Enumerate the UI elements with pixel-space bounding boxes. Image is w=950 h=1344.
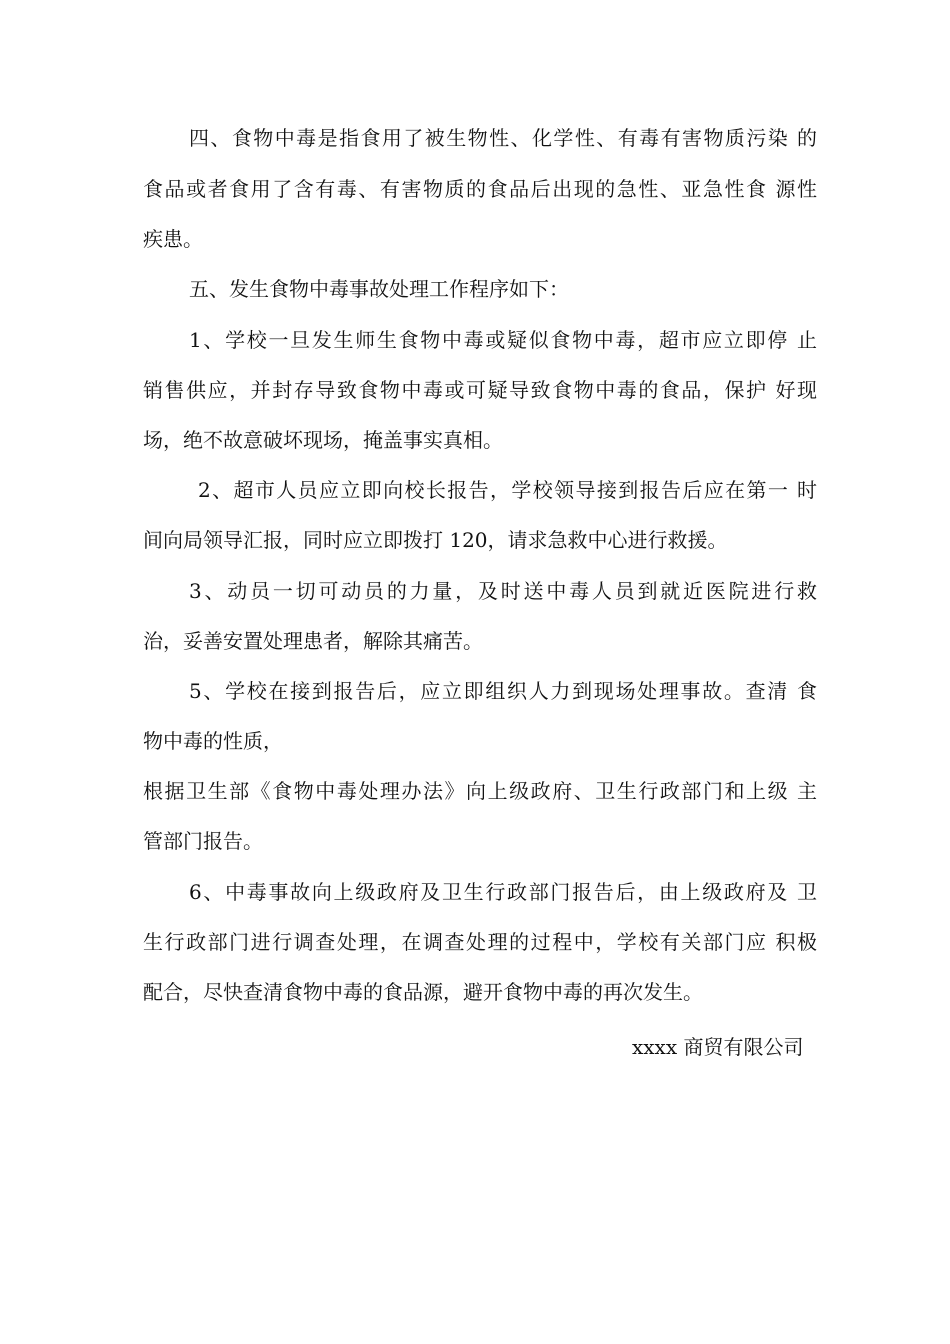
text-line: 销售供应，并封存导致食物中毒或可疑导致食物中毒的食品，保护 好现 — [143, 378, 817, 402]
text-line: 四、食物中毒是指食用了被生物性、化学性、有毒有害物质污染 的 — [189, 126, 817, 150]
text-line: 间向局领导汇报，同时应立即拨打 120，请求急救中心进行救援。 — [143, 528, 728, 552]
text-line: 疾患。 — [143, 227, 203, 251]
text-line: 5、学校在接到报告后，应立即组织人力到现场处理事故。查清 食 — [189, 679, 817, 703]
text-line: 五、发生食物中毒事故处理工作程序如下： — [189, 277, 569, 301]
text-line: 1、学校一旦发生师生食物中毒或疑似食物中毒，超市应立即停 止 — [189, 328, 817, 352]
text-line: 物中毒的性质， — [143, 729, 283, 753]
text-line: 生行政部门进行调查处理，在调查处理的过程中，学校有关部门应 积极 — [143, 930, 817, 954]
text-line: 2、超市人员应立即向校长报告，学校领导接到报告后应在第一 时 — [198, 478, 817, 502]
text-line: 6、中毒事故向上级政府及卫生行政部门报告后，由上级政府及 卫 — [189, 880, 817, 904]
text-line: 配合，尽快查清食物中毒的食品源，避开食物中毒的再次发生。 — [143, 980, 703, 1004]
text-line: 3、动员一切可动员的力量，及时送中毒人员到就近医院进行救 — [189, 579, 817, 603]
text-line: 场，绝不故意破坏现场，掩盖事实真相。 — [143, 428, 503, 452]
text-line: 根据卫生部《食物中毒处理办法》向上级政府、卫生行政部门和上级 主 — [143, 779, 817, 803]
text-line: 治，妥善安置处理患者，解除其痛苦。 — [143, 629, 483, 653]
text-line: 食品或者食用了含有毒、有害物质的食品后出现的急性、亚急性食 源性 — [143, 177, 817, 201]
text-line: 管部门报告。 — [143, 829, 263, 853]
signature-company: xxxx 商贸有限公司 — [632, 1035, 804, 1059]
